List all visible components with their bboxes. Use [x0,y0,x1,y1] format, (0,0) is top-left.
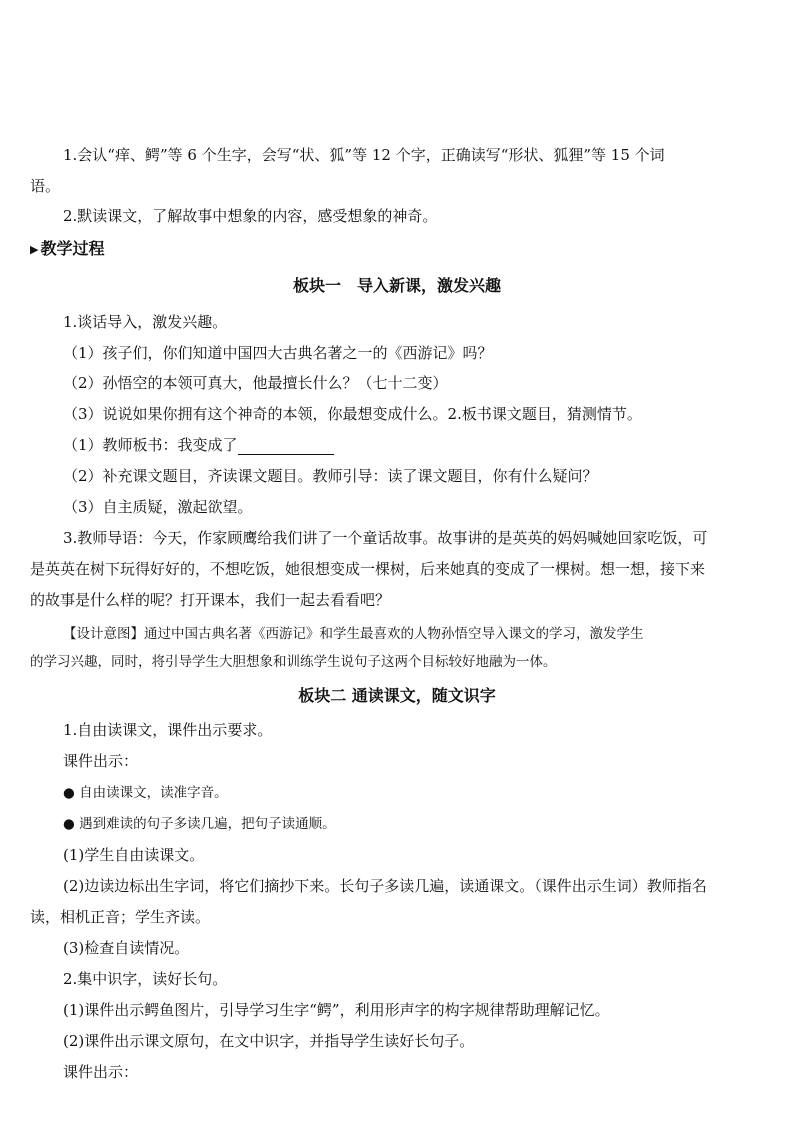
block1-step-1: 1.谈话导入，激发兴趣。 [63,313,228,331]
block-2-title: 板块二 通读课文，随文识字 [298,686,496,705]
courseware-label-1: 课件出示： [63,752,139,770]
block2-step-2-2: (2)课件出示课文原句，在文中识字，并指导学生读好长句子。 [63,1032,475,1050]
block1-step-2-1 [63,435,763,455]
block1-step-1-3: （3）说说如果你拥有这个神奇的本领，你最想变成什么。2.板书课文题目，猜测情节。 [63,405,642,423]
courseware-label-2: 课件出示： [63,1063,139,1081]
block1-step-1-1: （1）孩子们，你们知道中国四大古典名著之一的《西游记》吗？ [63,344,493,362]
section-title: 教学过程 [40,239,105,258]
goal-1-line-a: 1.会认“痒、鳄”等 6 个生字，会写“状、狐”等 12 个字，正确读写“形状、狐狸”等 15 个词 [63,146,665,164]
block1-step-3-line-a: 3.教师导语：今天，作家顾鹰给我们讲了一个童话故事。故事讲的是英英的妈妈喊她回家吃饭，可 [63,529,708,547]
block1-step-2-3: （3）自主质疑，激起欲望。 [63,498,253,516]
design-intent-line-b: 的学习兴趣，同时，将引导学生大胆想象和训练学生说句子这两个目标较好地融为一体。 [30,654,557,670]
block1-step-3-line-c: 的故事是什么样的呢？打开课本，我们一起去看看吧？ [30,591,391,609]
courseware-bullet-2: ● 遇到难读的句子多读几遍，把句子读通顺。 [63,816,336,832]
block1-step-1-2: （2）孙悟空的本领可真大，他最擅长什么？（七十二变） [63,374,448,392]
block1-step-3-line-b: 是英英在树下玩得好好的，不想吃饭，她很想变成一棵树，后来她真的变成了一棵树。想一想，接下来 [30,560,706,578]
courseware-bullet-1: ● 自由读课文，读准字音。 [63,785,228,801]
design-intent-line-a: 【设计意图】通过中国古典名著《西游记》和学生最喜欢的人物孙悟空导入课文的学习，激发学生 [63,626,644,642]
block2-step-2-1: (1)课件出示鳄鱼图片，引导学习生字“鳄”，利用形声字的构字规律帮助理解记忆。 [63,1001,610,1019]
goal-2: 2.默读课文，了解故事中想象的内容，感受想象的神奇。 [63,207,438,225]
block1-step-2-2: （2）补充课文题目，齐读课文题目。教师引导：读了课文题目，你有什么疑问？ [63,467,598,485]
board-writing-text: （1）教师板书：我变成了 [63,436,238,454]
block2-step-1-1: (1)学生自由读课文。 [63,846,205,864]
section-teaching-process [30,238,104,261]
block2-step-2: 2.集中识字，读好长句。 [63,970,228,988]
block2-step-1-2-line-b: 读，相机正音；学生齐读。 [30,908,211,926]
block2-step-1: 1.自由读课文，课件出示要求。 [63,721,273,739]
block-1-title: 板块一 导入新课，激发兴趣 [292,276,501,295]
block2-step-1-2-line-a: (2)边读边标出生字词，将它们摘抄下来。长句子多读几遍，读通课文。（课件出示生词）教师指名 [63,877,707,895]
triangle-marker-icon: ▶ [30,243,39,256]
fill-in-blank [238,439,334,455]
goal-1-line-b: 语。 [30,177,61,195]
block2-step-1-3: (3)检查自读情况。 [63,939,190,957]
